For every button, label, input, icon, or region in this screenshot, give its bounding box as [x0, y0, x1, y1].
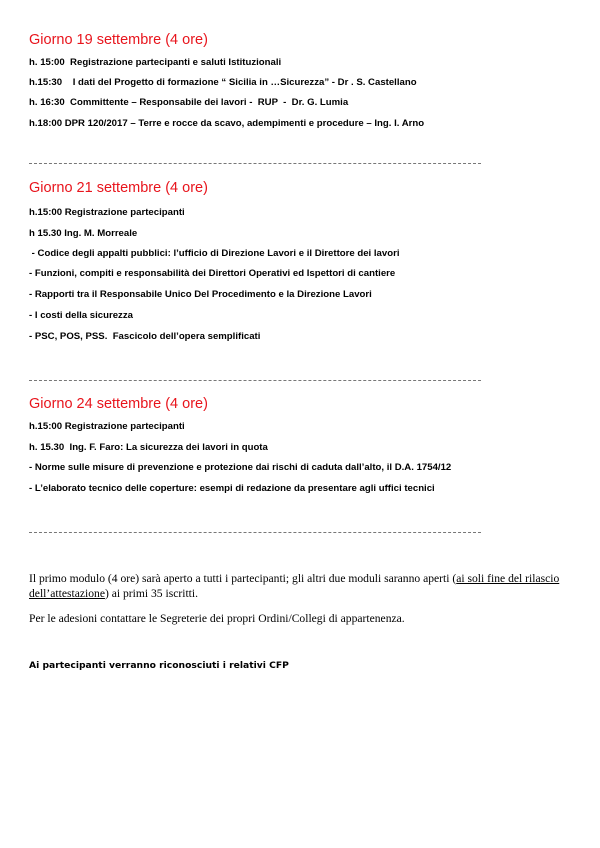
section-divider [29, 380, 481, 381]
module-info-text: Il primo modulo (4 ore) sarà aperto a tutti i partecipanti; gli altri due moduli saranno aperti ( [29, 572, 457, 585]
cfp-notice: Ai partecipanti verranno riconosciuti i relativi CFP [29, 660, 289, 671]
day-heading-21-settembre: Giorno 21 settembre (4 ore) [29, 180, 208, 196]
schedule-item: - Norme sulle misure di prevenzione e protezione dai rischi di caduta dall’alto, il D.A. 1754/12 [29, 462, 452, 473]
schedule-item: h 15.30 Ing. M. Morreale [29, 228, 138, 239]
schedule-item: h.18:00 DPR 120/2017 – Terre e rocce da scavo, adempimenti e procedure – Ing. I. Arno [29, 118, 425, 129]
day-heading-19-settembre: Giorno 19 settembre (4 ore) [29, 32, 208, 48]
module-info-text-end: ) ai primi 35 iscritti. [104, 587, 199, 600]
schedule-item: h.15:30 I dati del Progetto di formazione “ Sicilia in …Sicurezza” - Dr . S. Castellano [29, 77, 417, 88]
section-divider [29, 532, 481, 533]
schedule-item: - Rapporti tra il Responsabile Unico Del Procedimento e la Direzione Lavori [29, 289, 372, 300]
schedule-item: - Codice degli appalti pubblici: l’ufficio di Direzione Lavori e il Direttore dei lavori [29, 248, 400, 259]
schedule-item: h. 15:00 Registrazione partecipanti e saluti Istituzionali [29, 57, 282, 68]
schedule-item: h.15:00 Registrazione partecipanti [29, 207, 185, 218]
schedule-item: - PSC, POS, PSS. Fascicolo dell’opera semplificati [29, 331, 261, 342]
schedule-item: - Funzioni, compiti e responsabilità dei Direttori Operativi ed Ispettori di cantiere [29, 268, 396, 279]
module-info-underlined-text: ai soli fine del rilascio dell’attestazione [29, 572, 560, 600]
section-divider [29, 163, 481, 164]
day-heading-24-settembre: Giorno 24 settembre (4 ore) [29, 396, 208, 412]
schedule-item: - I costi della sicurezza [29, 310, 133, 321]
schedule-item: h.15:00 Registrazione partecipanti [29, 421, 185, 432]
schedule-item: - L’elaborato tecnico delle coperture: esempi di redazione da presentare agli uffici tecnici [29, 483, 435, 494]
contact-paragraph: Per le adesioni contattare le Segreterie dei propri Ordini/Collegi di appartenenza. [29, 612, 405, 625]
module-info-paragraph [29, 571, 569, 601]
schedule-item: h. 16:30 Committente – Responsabile dei lavori - RUP - Dr. G. Lumia [29, 97, 349, 108]
schedule-item: h. 15.30 Ing. F. Faro: La sicurezza dei lavori in quota [29, 442, 268, 453]
